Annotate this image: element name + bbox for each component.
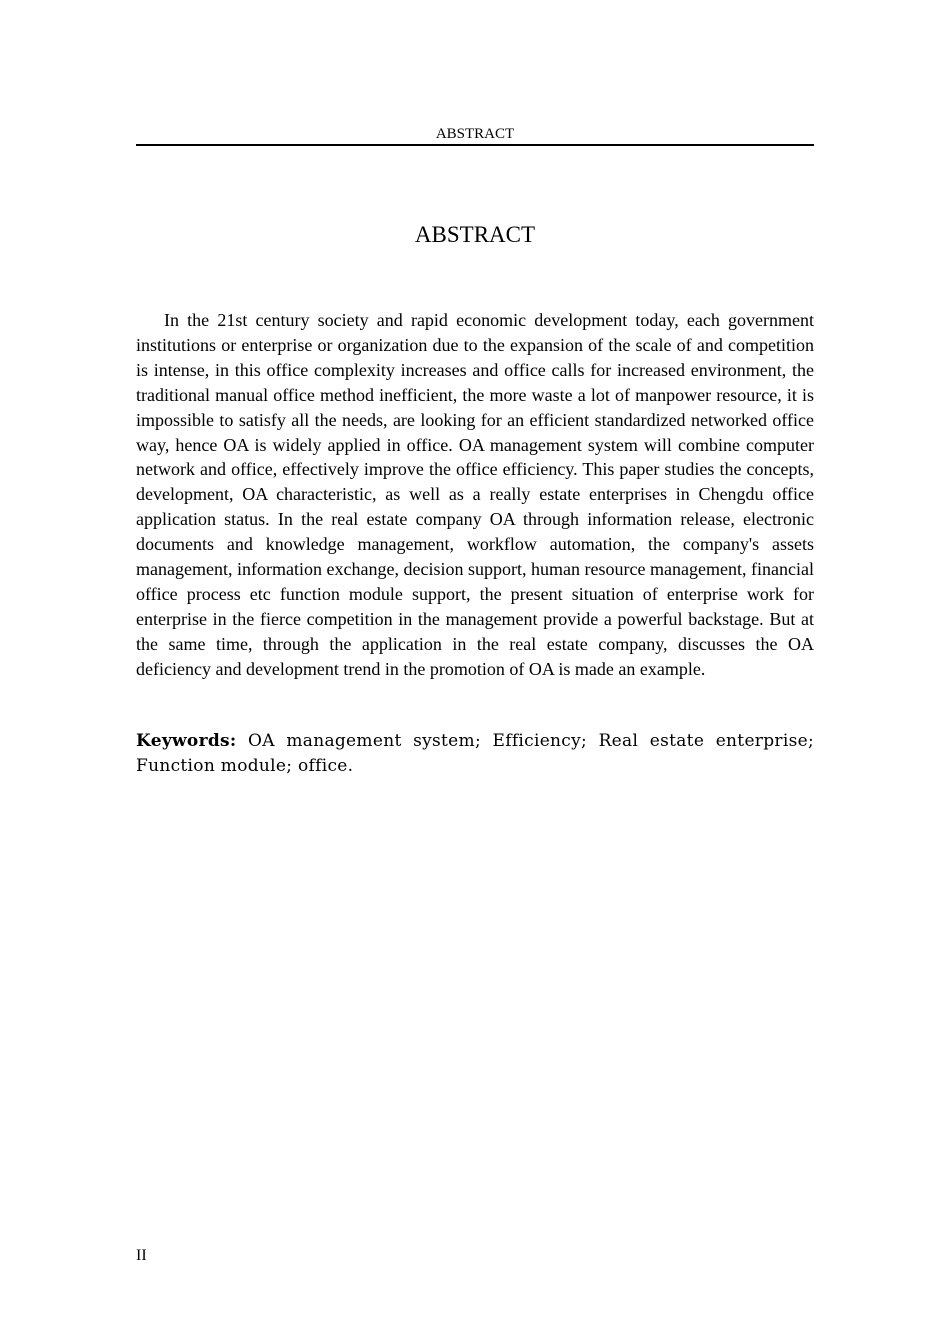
header-rule — [136, 144, 814, 146]
abstract-body: In the 21st century society and rapid economic development today, each government institutions or enterprise or organization due to the expansion of the scale of and competition is intense, in this office complexity increases and office calls for increased environment, the traditional manual office method inefficient, the more waste a lot of manpower resource, it is impossible to satisfy all the needs, are looking for an efficient standardized networked office way, hence OA is widely applied in office. OA management system will combine computer network and office, effectively improve the office efficiency. This paper studies the concepts, development, OA characteristic, as well as a really estate enterprises in Chengdu office application status. In the real estate company OA through information release, electronic documents and knowledge management, workflow automation, the company's assets management, information exchange, decision support, human resource management, financial office process etc function module support, the present situation of enterprise work for enterprise in the fierce competition in the management provide a powerful backstage. But at the same time, through the application in the real estate company, discusses the OA deficiency and development trend in the promotion of OA is made an example. — [136, 310, 814, 679]
keywords-paragraph — [136, 729, 814, 779]
page-title: ABSTRACT — [414, 222, 536, 247]
keywords-label: Keywords: — [136, 731, 237, 751]
running-header: ABSTRACT — [435, 126, 515, 142]
keywords-text: OA management system; Efficiency; Real estate enterprise; Function module; office. — [136, 731, 814, 776]
page-number: II — [136, 1247, 147, 1264]
